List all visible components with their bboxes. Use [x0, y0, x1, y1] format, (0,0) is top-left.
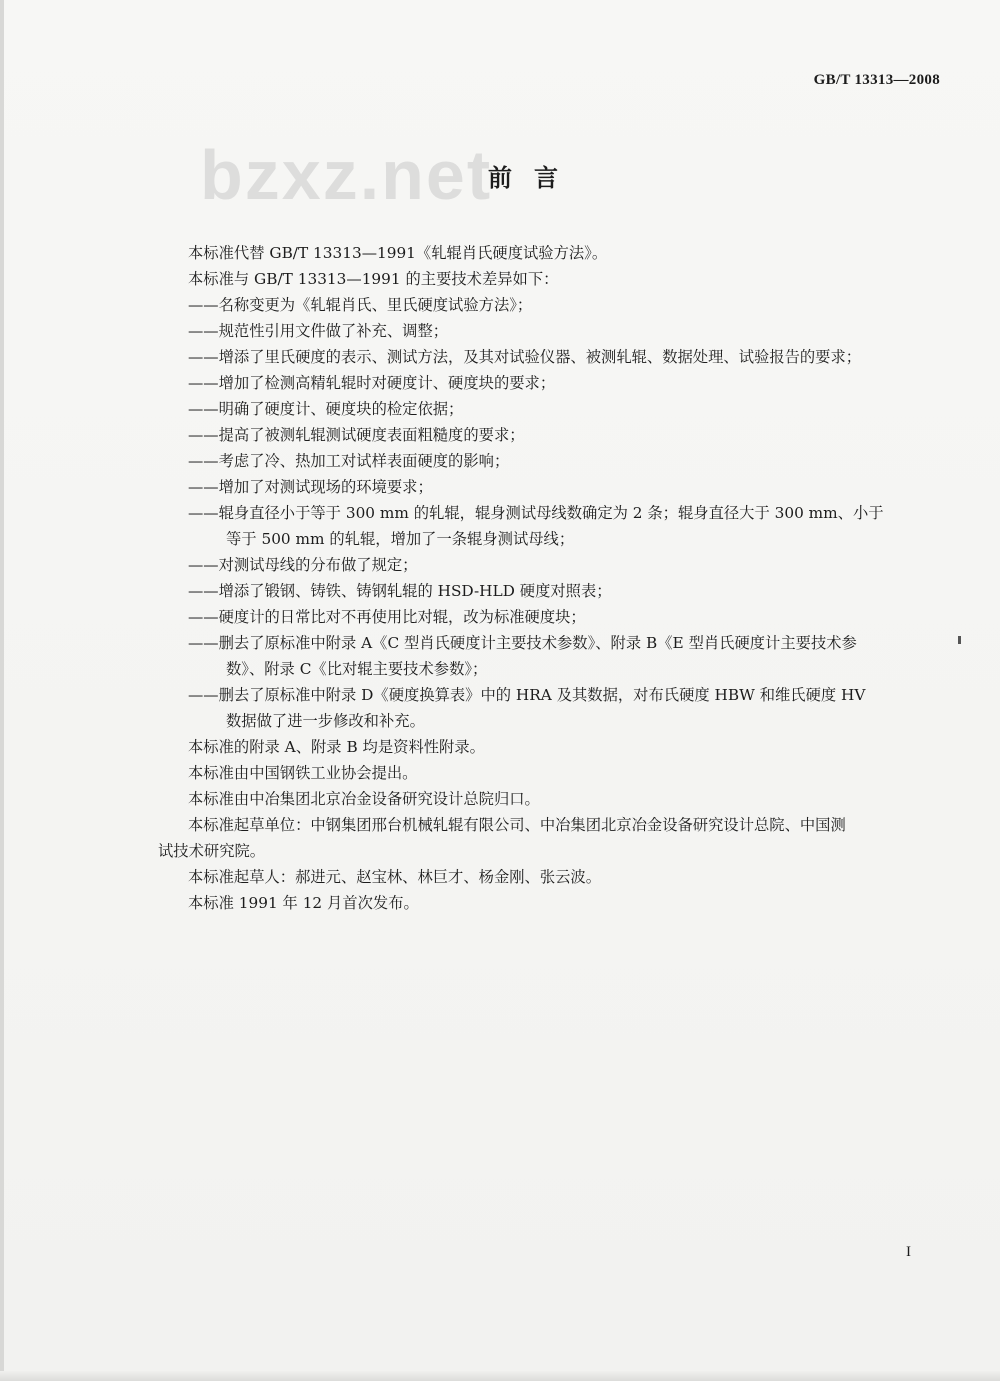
paragraph: 本标准由中冶集团北京冶金设备研究设计总院归口。	[188, 790, 540, 808]
watermark: bzxz.net	[200, 136, 493, 214]
standard-code: GB/T 13313—2008	[813, 72, 940, 88]
paragraph-continuation: 试技术研究院。	[158, 842, 266, 860]
paragraph: 本标准起草单位：中钢集团邢台机械轧辊有限公司、中冶集团北京冶金设备研究设计总院、中国测	[188, 816, 846, 834]
list-item-continuation: 数》、附录 C《比对辊主要技术参数》；	[226, 660, 488, 678]
list-item: ——对测试母线的分布做了规定；	[188, 556, 418, 574]
list-item: ——规范性引用文件做了补充、调整；	[188, 322, 449, 340]
list-item: ——删去了原标准中附录 D《硬度换算表》中的 HRA 及其数据，对布氏硬度 HBW 和维氏硬度 HV	[188, 686, 866, 704]
page-number: I	[906, 1244, 911, 1260]
paragraph: 本标准代替 GB/T 13313—1991《轧辊肖氏硬度试验方法》。	[188, 244, 608, 262]
page-title: 前言	[488, 163, 580, 192]
paragraph: 本标准的附录 A、附录 B 均是资料性附录。	[188, 738, 485, 756]
margin-mark	[958, 636, 961, 644]
list-item: ——辊身直径小于等于 300 mm 的轧辊，辊身测试母线数确定为 2 条；辊身直径大于 300 mm、小于	[188, 504, 884, 522]
page-bottom-edge	[0, 1371, 1000, 1381]
list-item: ——硬度计的日常比对不再使用比对辊，改为标准硬度块；	[188, 608, 586, 626]
foreword-body	[158, 240, 928, 916]
paragraph: 本标准 1991 年 12 月首次发布。	[188, 894, 419, 912]
list-item: ——增加了对测试现场的环境要求；	[188, 478, 433, 496]
list-item: ——名称变更为《轧辊肖氏、里氏硬度试验方法》；	[188, 296, 533, 314]
list-item-continuation: 数据做了进一步修改和补充。	[226, 712, 425, 730]
list-item: ——删去了原标准中附录 A《C 型肖氏硬度计主要技术参数》、附录 B《E 型肖氏硬度计主要技术参	[188, 634, 857, 652]
list-item: ——提高了被测轧辊测试硬度表面粗糙度的要求；	[188, 426, 525, 444]
list-item-continuation: 等于 500 mm 的轧辊，增加了一条辊身测试母线；	[226, 530, 575, 548]
paragraph: 本标准与 GB/T 13313—1991 的主要技术差异如下：	[188, 270, 559, 288]
list-item: ——考虑了冷、热加工对试样表面硬度的影响；	[188, 452, 510, 470]
list-item: ——增加了检测高精轧辊时对硬度计、硬度块的要求；	[188, 374, 556, 392]
page-edge-shadow	[0, 0, 4, 1381]
list-item: ——明确了硬度计、硬度块的检定依据；	[188, 400, 464, 418]
paragraph: 本标准由中国钢铁工业协会提出。	[188, 764, 418, 782]
list-item: ——增添了锻钢、铸铁、铸钢轧辊的 HSD-HLD 硬度对照表；	[188, 582, 612, 600]
list-item: ——增添了里氏硬度的表示、测试方法，及其对试验仪器、被测轧辊、数据处理、试验报告的要求；	[188, 348, 862, 366]
paragraph: 本标准起草人：郝进元、赵宝林、林巨才、杨金刚、张云波。	[188, 868, 602, 886]
